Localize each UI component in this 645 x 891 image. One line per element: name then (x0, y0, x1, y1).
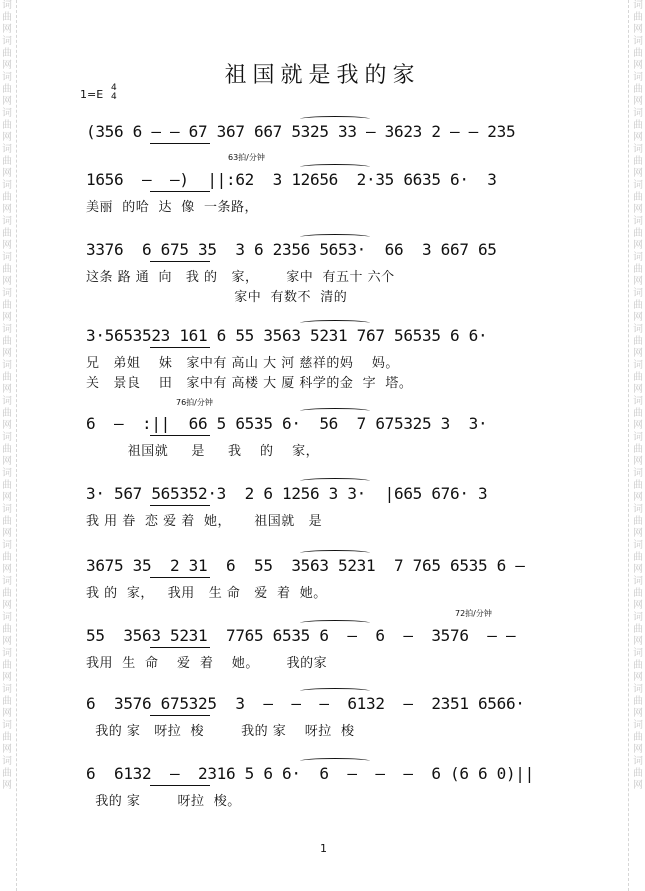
lyric-line: 关 景良 田 家中有 高楼 大 厦 科学的金 字 塔。 (86, 376, 413, 391)
time-signature (111, 84, 117, 102)
slur-arc (300, 620, 370, 626)
slur-arc (300, 478, 370, 484)
beam-underline (150, 785, 210, 786)
notation-row: (356 6 — — 67 367 667 5325 33 — 3623 2 — — 235 (86, 122, 516, 141)
slur-arc (300, 164, 370, 170)
key-signature: 1=E (80, 88, 104, 101)
watermark-right: 词曲网词曲网词曲网词曲网词曲网词曲网词曲网词曲网词曲网词曲网词曲网词曲网词曲网词曲网词曲网词曲网词曲网词曲网词曲网词曲网词曲网词曲网 (633, 0, 643, 791)
beam-underline (150, 505, 210, 506)
tempo-mark-2: 76拍/分钟 (176, 398, 213, 407)
guide-line-left (16, 0, 17, 891)
slur-arc (300, 116, 370, 122)
notation-row: 6 3576 675325 3 — — — 6132 — 2351 6566· (86, 694, 525, 713)
slur-arc (300, 688, 370, 694)
beam-underline (150, 577, 210, 578)
notation-row: 3· 567 565352·3 2 6 1256 3 3· |665 676· 3 (86, 484, 488, 503)
lyric-line: 祖国就 是 我 的 家， (86, 444, 320, 459)
notation-row: 3376 6 675 35 3 6 2356 5653· 66 3 667 65 (86, 240, 497, 259)
song-title: 祖国就是我的家 (224, 63, 421, 88)
lyric-line: 我 的 家， 我用 生 命 爱 着 她。 (86, 586, 327, 601)
notation-row: 1656 — —) ||:62 3 12656 2·35 6635 6· 3 (86, 170, 497, 189)
notation-row: 6 — :|| 66 5 6535 6· 56 7 675325 3 3· (86, 414, 488, 433)
lyric-line: 美丽 的哈 达 像 一条路， (86, 200, 259, 215)
watermark-left: 词曲网词曲网词曲网词曲网词曲网词曲网词曲网词曲网词曲网词曲网词曲网词曲网词曲网词曲网词曲网词曲网词曲网词曲网词曲网词曲网词曲网词曲网 (2, 0, 12, 791)
guide-line-right (628, 0, 629, 891)
notation-row: 3·5653523 161 6 55 3563 5231 767 56535 6 6· (86, 326, 488, 345)
slur-arc (300, 550, 370, 556)
lyric-line: 我的 家 呀拉 梭 我的 家 呀拉 梭 (86, 724, 355, 739)
beam-underline (150, 261, 210, 262)
beam-underline (150, 647, 210, 648)
lyric-line: 这条 路 通 向 我 的 家， 家中 有五十 六个 (86, 270, 395, 285)
beam-underline (150, 435, 210, 436)
slur-arc (300, 320, 370, 326)
slur-arc (300, 408, 370, 414)
slur-arc (300, 234, 370, 240)
meter-bottom: 4 (111, 92, 117, 102)
lyric-line: 家中 有数不 清的 (86, 290, 348, 305)
beam-underline (150, 347, 210, 348)
notation-row: 6 6132 — 2316 5 6 6· 6 — — — 6 (6 6 0)|| (86, 764, 534, 783)
notation-row: 55 3563 5231 7765 6535 6 — 6 — 3576 — — (86, 626, 516, 645)
notation-row: 3675 35 2 31 6 55 3563 5231 7 765 6535 6 — (86, 556, 525, 575)
lyric-line: 我用 生 命 爱 着 她。 我的家 (86, 656, 328, 671)
beam-underline (150, 191, 210, 192)
lyric-line: 兄 弟姐 妹 家中有 高山 大 河 慈祥的妈 妈。 (86, 356, 399, 371)
lyric-line: 我 用 眷 恋 爱 着 她， 祖国就 是 (86, 514, 323, 529)
tempo-mark-1: 63拍/分钟 (228, 153, 265, 162)
meter-top: 4 (111, 83, 117, 93)
lyric-line: 我的 家 呀拉 梭。 (86, 794, 241, 809)
tempo-mark-3: 72拍/分钟 (455, 609, 492, 618)
beam-underline (150, 715, 210, 716)
slur-arc (300, 758, 370, 764)
beam-underline (150, 143, 210, 144)
page-number: 1 (320, 842, 327, 855)
